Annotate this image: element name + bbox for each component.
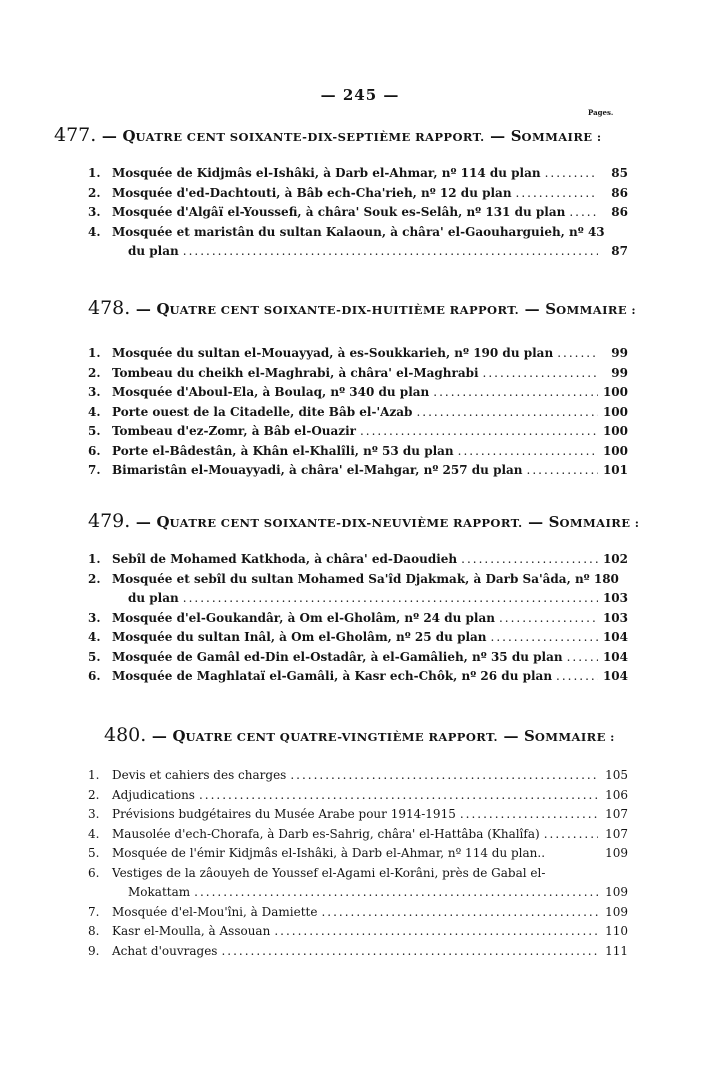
toc-entry: 1. Mosquée de Kidjmâs el-Ishâki, à Darb el-Ahmar, nº 114 du plan ..... 85 [88, 164, 628, 184]
section-number: 479. [88, 510, 131, 532]
section-dash: — [524, 300, 540, 318]
toc-entry: 2. Adjudications ..... 106 [88, 786, 628, 806]
toc-entry-continuation: du plan ..... 87 [88, 242, 628, 262]
summary-initial: S [545, 300, 557, 318]
section-number: 478. [88, 297, 131, 319]
summary-initial: S [548, 513, 560, 531]
toc-entry: 1. Sebîl de Mohamed Katkhoda, à châra' ed-Daoudieh ..... 102 [88, 550, 628, 570]
toc-entry: 1. Mosquée du sultan el-Mouayyad, à es-Soukkarieh, nº 190 du plan ..... 99 [88, 344, 628, 364]
toc-entry: 8. Kasr el-Moulla, à Assouan ..... 110 [88, 922, 628, 942]
summary-label: OMMAIRE : [521, 130, 602, 144]
summary-label: OMMAIRE : [559, 516, 640, 530]
summary-label: OMMAIRE : [556, 303, 637, 317]
section-dash: — [151, 727, 167, 745]
toc-entry: 7. Mosquée d'el-Mou'îni, à Damiette ..... 109 [88, 903, 628, 923]
section-title: UATRE CENT SOIXANTE-DIX-SEPTIÈME RAPPORT. [135, 130, 485, 144]
toc-entry: 5. Mosquée de l'émir Kidjmâs el-Ishâki, à Darb el-Ahmar, nº 114 du plan.. 109 [88, 846, 628, 860]
section-dash: — [135, 513, 151, 531]
toc-entry: 2. Mosquée d'ed-Dachtouti, à Bâb ech-Cha'rieh, nº 12 du plan ..... 86 [88, 184, 628, 204]
toc-entry: 1. Devis et cahiers des charges ..... 105 [88, 766, 628, 786]
section-dash: — [528, 513, 544, 531]
toc-entry: 2. Tombeau du cheikh el-Maghrabi, à châra' el-Maghrabi ..... 99 [88, 364, 628, 384]
summary-label: OMMAIRE : [534, 730, 615, 744]
toc-entry: 5. Tombeau d'ez-Zomr, à Bâb el-Ouazir ..... 100 [88, 422, 628, 442]
toc-entry-continuation: Mokattam ..... 109 [88, 883, 628, 903]
section-title-initial: Q [172, 727, 186, 745]
toc-entry: 3. Prévisions budgétaires du Musée Arabe pour 1914-1915 ..... 107 [88, 805, 628, 825]
toc-entry: 3. Mosquée d'el-Goukandâr, à Om el-Gholâm, nº 24 du plan ..... 103 [88, 609, 628, 629]
section-number: 477. [54, 124, 97, 146]
toc-entry: 2. Mosquée et sebîl du sultan Mohamed Sa'îd Djakmak, à Darb Sa'âda, nº 180 [88, 571, 619, 586]
section-heading-479 [88, 510, 639, 532]
toc-entry: 6. Vestiges de la zâouyeh de Youssef el-Agami el-Korâni, près de Gabal el- [88, 865, 546, 880]
section-heading-478 [88, 297, 636, 319]
toc-entry: 6. Mosquée de Maghlataï el-Gamâli, à Kasr ech-Chôk, nº 26 du plan ..... 104 [88, 667, 628, 687]
section-480-entries [88, 766, 628, 961]
section-title-initial: Q [156, 513, 170, 531]
page-number: — 245 — [320, 86, 400, 104]
toc-entry: 3. Mosquée d'Algâï el-Youssefi, à châra' Souk es-Selâh, nº 131 du plan ..... 86 [88, 203, 628, 223]
summary-initial: S [510, 127, 522, 145]
toc-entry: 4. Mosquée du sultan Inâl, à Om el-Gholâm, nº 25 du plan ..... 104 [88, 628, 628, 648]
section-dash: — [135, 300, 151, 318]
section-heading-480 [104, 724, 615, 746]
section-dash: — [101, 127, 117, 145]
section-title: UATRE CENT SOIXANTE-DIX-HUITIÈME RAPPORT. [169, 303, 520, 317]
section-number: 480. [104, 724, 147, 746]
section-title: UATRE CENT QUATRE-VINGTIÈME RAPPORT. [185, 730, 498, 744]
toc-entry: 4. Mosquée et maristân du sultan Kalaoun, à châra' el-Gaouharguieh, nº 43 [88, 224, 605, 239]
section-dash: — [490, 127, 506, 145]
toc-entry: 4. Mausolée d'ech-Chorafa, à Darb es-Sahrig, châra' el-Hattâba (Khalîfa) ..... 107 [88, 825, 628, 845]
pages-column-label: Pages. [588, 108, 614, 117]
toc-entry-continuation: du plan ..... 103 [88, 589, 628, 609]
section-477-entries [88, 164, 628, 262]
toc-entry: 7. Bimaristân el-Mouayyadi, à châra' el-Mahgar, nº 257 du plan ..... 101 [88, 461, 628, 481]
section-479-entries [88, 550, 628, 687]
section-title-initial: Q [122, 127, 136, 145]
summary-initial: S [524, 727, 535, 745]
toc-entry: 6. Porte el-Bâdestân, à Khân el-Khalîli, nº 53 du plan ..... 100 [88, 442, 628, 462]
section-heading-477 [54, 124, 602, 146]
toc-entry: 9. Achat d'ouvrages ..... 111 [88, 942, 628, 962]
section-dash: — [503, 727, 519, 745]
section-title-initial: Q [156, 300, 170, 318]
section-title: UATRE CENT SOIXANTE-DIX-NEUVIÈME RAPPORT. [169, 516, 523, 530]
section-478-entries [88, 344, 628, 481]
toc-entry: 3. Mosquée d'Aboul-Ela, à Boulaq, nº 340 du plan ..... 100 [88, 383, 628, 403]
toc-entry: 4. Porte ouest de la Citadelle, dite Bâb el-'Azab ..... 100 [88, 403, 628, 423]
toc-entry: 5. Mosquée de Gamâl ed-Din el-Ostadâr, à el-Gamâlieh, nº 35 du plan ..... 104 [88, 648, 628, 668]
